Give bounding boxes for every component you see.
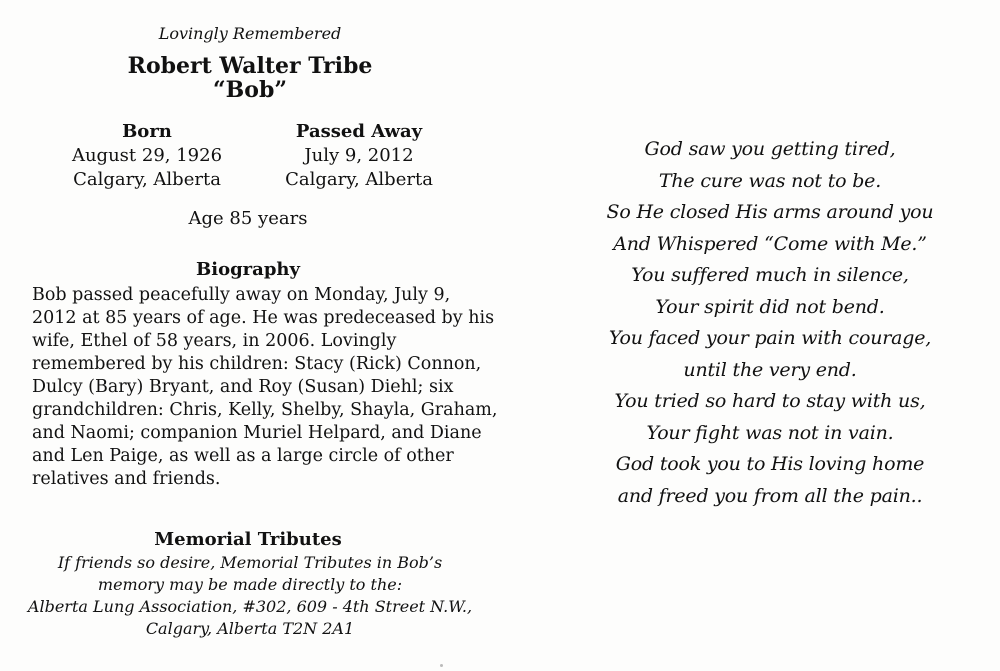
deceased-name-block — [70, 54, 430, 102]
poem-line: You tried so hard to stay with us, — [614, 390, 926, 412]
biography-line: remembered by his children: Stacy (Rick) Connon, — [32, 354, 482, 374]
memorial-heading: Memorial Tributes — [154, 529, 342, 550]
poem-line: Your spirit did not bend. — [655, 295, 885, 318]
biography-line: wife, Ethel of 58 years, in 2006. Lovingly — [32, 331, 397, 351]
biography-heading: Biography — [196, 259, 300, 280]
passed-section — [274, 120, 444, 192]
poem-line: until the very end. — [683, 358, 857, 381]
biography-line: relatives and friends. — [32, 469, 221, 489]
memorial-line: memory may be made directly to the: — [97, 575, 403, 594]
biography-line: 2012 at 85 years of age. He was predeceased by his — [32, 308, 495, 328]
born-place: Calgary, Alberta — [73, 169, 221, 190]
poem-line: Your fight was not in vain. — [646, 421, 894, 444]
age-text: Age 85 years — [188, 208, 308, 229]
biography-text — [32, 284, 498, 491]
poem-line: You suffered much in silence, — [631, 264, 909, 286]
memorial-line: Calgary, Alberta T2N 2A1 — [145, 619, 355, 638]
scan-speck — [440, 664, 443, 667]
card-right-panel — [500, 0, 1000, 671]
born-heading: Born — [122, 121, 172, 142]
deceased-name: Robert Walter Tribe — [127, 53, 373, 79]
memorial-line: Alberta Lung Association, #302, 609 - 4th Street N.W., — [27, 597, 473, 616]
born-section — [62, 120, 232, 192]
memorial-line: If friends so desire, Memorial Tributes in Bob’s — [57, 553, 443, 572]
poem-line: And Whispered “Come with Me.” — [613, 232, 927, 255]
poem-line: The cure was not to be. — [658, 169, 882, 192]
biography-line: grandchildren: Chris, Kelly, Shelby, Shayla, Graham, — [32, 400, 498, 420]
passed-date: July 9, 2012 — [304, 145, 414, 166]
poem-line: and freed you from all the pain.. — [617, 484, 923, 507]
biography-line: Dulcy (Bary) Bryant, and Roy (Susan) Diehl; six — [32, 377, 454, 397]
biography-line: and Len Paige, as well as a large circle of other — [32, 446, 454, 466]
memorial-text — [20, 552, 480, 640]
biography-line: and Naomi; companion Muriel Helpard, and Diane — [32, 423, 482, 443]
passed-place: Calgary, Alberta — [285, 169, 433, 190]
poem — [560, 134, 980, 512]
poem-line: God saw you getting tired, — [644, 138, 896, 160]
biography-line: Bob passed peacefully away on Monday, July 9, — [32, 285, 451, 305]
born-date: August 29, 1926 — [71, 145, 223, 166]
poem-line: God took you to His loving home — [615, 453, 925, 475]
poem-line: So He closed His arms around you — [606, 201, 934, 223]
poem-line: You faced your pain with courage, — [608, 327, 932, 349]
deceased-nickname: “Bob” — [213, 77, 287, 103]
intro-text: Lovingly Remembered — [158, 24, 342, 43]
passed-heading: Passed Away — [295, 121, 423, 142]
